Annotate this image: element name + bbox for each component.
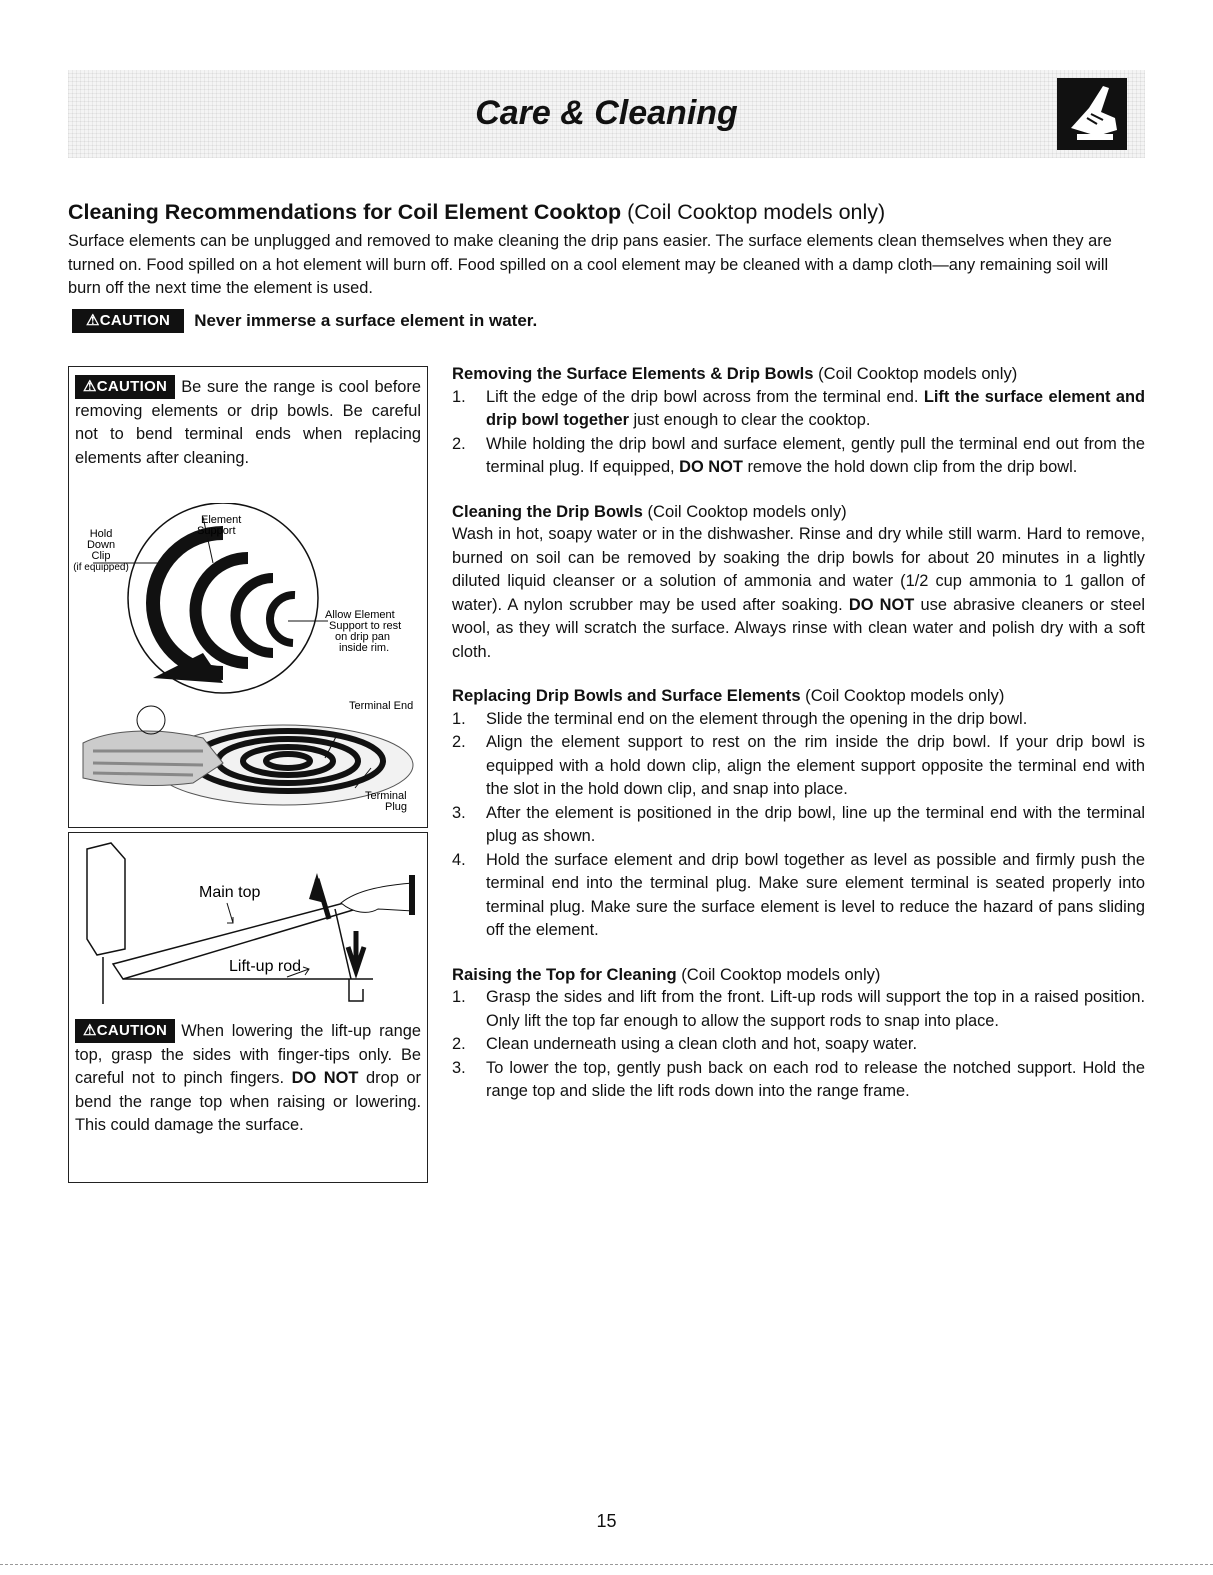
step-number: 2.	[452, 434, 466, 453]
section-cleaning	[452, 500, 1145, 665]
step-text: remove the hold down clip from the drip bowl.	[742, 458, 1078, 476]
section-heading	[68, 200, 885, 225]
step-number: 3.	[452, 1058, 466, 1077]
list-item	[452, 386, 1145, 433]
step-number: 2.	[452, 1035, 466, 1053]
para-text: use abrasive cleaners or steel wool, as they will scratch the surface. Always rinse with clean water and polish dry with a soft cloth.	[452, 595, 1145, 661]
step-text: While holding the drip bowl and surface element, gently pull the terminal end out from the terminal plug. If equipped,	[486, 434, 1145, 476]
list-item	[452, 1033, 1145, 1057]
step-number: 1.	[452, 988, 466, 1006]
instructions-column	[452, 362, 1145, 1124]
list-item	[452, 849, 1145, 943]
page-title: Care & Cleaning	[475, 94, 738, 132]
list-item	[452, 986, 1145, 1033]
section-replacing-title	[452, 684, 1145, 708]
caution-badge: ⚠CAUTION	[72, 309, 184, 333]
step-bold: Lift the surface element and drip bowl together	[486, 387, 1145, 429]
section-heading-rest: (Coil Cooktop models only)	[621, 200, 886, 224]
label-if-equipped: (if equipped)	[73, 562, 129, 573]
title-rest: (Coil Cooktop models only)	[642, 501, 847, 521]
step-number: 4.	[452, 850, 466, 869]
section-replacing	[452, 684, 1145, 943]
step-number: 1.	[452, 387, 466, 406]
step-text: just enough to clear the cooktop.	[628, 411, 871, 429]
caution-box-elements	[68, 366, 428, 828]
caution-line	[72, 309, 537, 333]
step-number: 3.	[452, 803, 466, 822]
section-heading-bold: Cleaning Recommendations for Coil Element Cooktop	[68, 200, 622, 224]
caution-badge: ⚠CAUTION	[75, 375, 175, 399]
caution-box-bold: DO NOT	[291, 1069, 359, 1087]
label-allow-element: Allow Element	[325, 609, 395, 621]
label-support: Support	[197, 525, 236, 537]
label-terminal-end: Terminal End	[349, 700, 414, 712]
section-cleaning-title	[452, 500, 1145, 524]
label-terminal: Terminal	[365, 790, 407, 802]
step-text: Hold the surface element and drip bowl together as level as possible and firmly push the terminal end into the terminal plug. Make sure element terminal is seated properly into terminal plug. Make sure the surface element is level to reduce the hazard of pans sliding off the element.	[486, 850, 1145, 939]
label-element: Element	[201, 514, 242, 526]
bottom-divider	[0, 1564, 1213, 1565]
page-number: 15	[596, 1511, 617, 1531]
label-main-top: Main top	[199, 884, 261, 901]
label-on-drip-pan: on drip pan	[335, 631, 391, 643]
para-bold: DO NOT	[848, 595, 915, 614]
step-text: After the element is positioned in the drip bowl, line up the terminal end with the terminal plug as shown.	[486, 803, 1145, 845]
label-down: Down	[86, 539, 116, 551]
section-removing-title	[452, 362, 1145, 386]
drip-bowl-illustration	[73, 503, 425, 823]
list-item	[452, 708, 1145, 732]
steps-list	[452, 986, 1145, 1104]
title-rest: (Coil Cooktop models only)	[676, 964, 881, 984]
step-number: 1.	[452, 709, 466, 728]
title-bold: Cleaning the Drip Bowls	[452, 501, 643, 521]
step-text: Align the element support to rest on the rim inside the drip bowl. If your drip bowl is equipped with a hold down clip, align the element support opposite the terminal end with the slot in the hold down clip, and snap into place.	[486, 733, 1145, 798]
caution-box-text	[69, 367, 427, 470]
para-text: Wash in hot, soapy water or in the dishwasher. Rinse and dry while still warm. Hard to remove, burned on soil can be removed by soaking the drip bowls for about 20 minutes in a lightly diluted liquid cleanser or a solution of ammonia and water (1/2 cup ammonia to 1 gallon of water). A nylon scrubber may be used after soaking.	[452, 525, 1145, 614]
step-text: Clean underneath using a clean cloth and hot, soapy water.	[486, 1035, 918, 1053]
title-rest: (Coil Cooktop models only)	[800, 686, 1005, 705]
caution-box-body-1: When lowering the lift-up range top, grasp the sides with finger-tips only. Be careful not to pinch fingers.	[75, 1022, 421, 1087]
list-item	[452, 802, 1145, 849]
intro-paragraph: Surface elements can be unplugged and removed to make cleaning the drip pans easier. The surface elements clean themselves when they are turned on. Food spilled on a hot element will burn off. Food spilled on a cool element may be cleaned with a damp cloth—any remaining soil will burn off the next time the element is used.	[68, 232, 1112, 297]
step-text: Slide the terminal end on the element through the opening in the drip bowl.	[486, 709, 1028, 728]
header-banner	[68, 70, 1145, 158]
section-raising	[452, 963, 1145, 1104]
list-item	[452, 1057, 1145, 1104]
list-item	[452, 731, 1145, 802]
caution-box-lift-top	[68, 832, 428, 1183]
step-number: 2.	[452, 733, 466, 751]
step-text: Grasp the sides and lift from the front. Lift-up rods will support the top in a raised position. Only lift the top far enough to allow the support rods to snap into place.	[486, 988, 1145, 1030]
step-text: Lift the edge of the drip bowl across from the terminal end.	[486, 387, 924, 406]
title-rest: (Coil Cooktop models only)	[813, 364, 1018, 383]
lift-up-top-illustration	[73, 839, 425, 1015]
step-bold: DO NOT	[679, 458, 743, 476]
label-support-to-rest: Support to rest	[329, 620, 402, 632]
title-bold: Removing the Surface Elements & Drip Bowls	[452, 364, 814, 383]
caution-box-body-2: drop or bend the range top when raising or lowering. This could damage the surface.	[75, 1069, 421, 1134]
section-removing	[452, 362, 1145, 480]
cleaning-paragraph	[452, 523, 1145, 664]
label-clip: Clip	[91, 550, 111, 562]
step-text: To lower the top, gently push back on each rod to release the notched support. Hold the range top and slide the lift rods down into the range frame.	[486, 1058, 1145, 1100]
caution-box-text	[69, 1015, 427, 1138]
label-lift-up-rod: Lift-up rod	[229, 958, 302, 975]
list-item	[452, 433, 1145, 480]
title-bold: Raising the Top for Cleaning	[452, 964, 677, 984]
title-bold: Replacing Drip Bowls and Surface Elements	[452, 686, 801, 705]
steps-list	[452, 708, 1145, 943]
caution-box-body: Be sure the range is cool before removing elements or drip bowls. Be careful not to bend terminal ends when replacing elements after cleaning.	[75, 378, 421, 467]
caution-text: Never immerse a surface element in water.	[194, 311, 538, 330]
cleaning-hand-icon	[1057, 78, 1127, 150]
section-raising-title	[452, 963, 1145, 987]
caution-badge: ⚠CAUTION	[75, 1019, 175, 1043]
label-inside-rim: inside rim.	[339, 642, 390, 654]
label-plug: Plug	[385, 801, 408, 813]
label-hold: Hold	[89, 528, 113, 540]
steps-list	[452, 386, 1145, 480]
